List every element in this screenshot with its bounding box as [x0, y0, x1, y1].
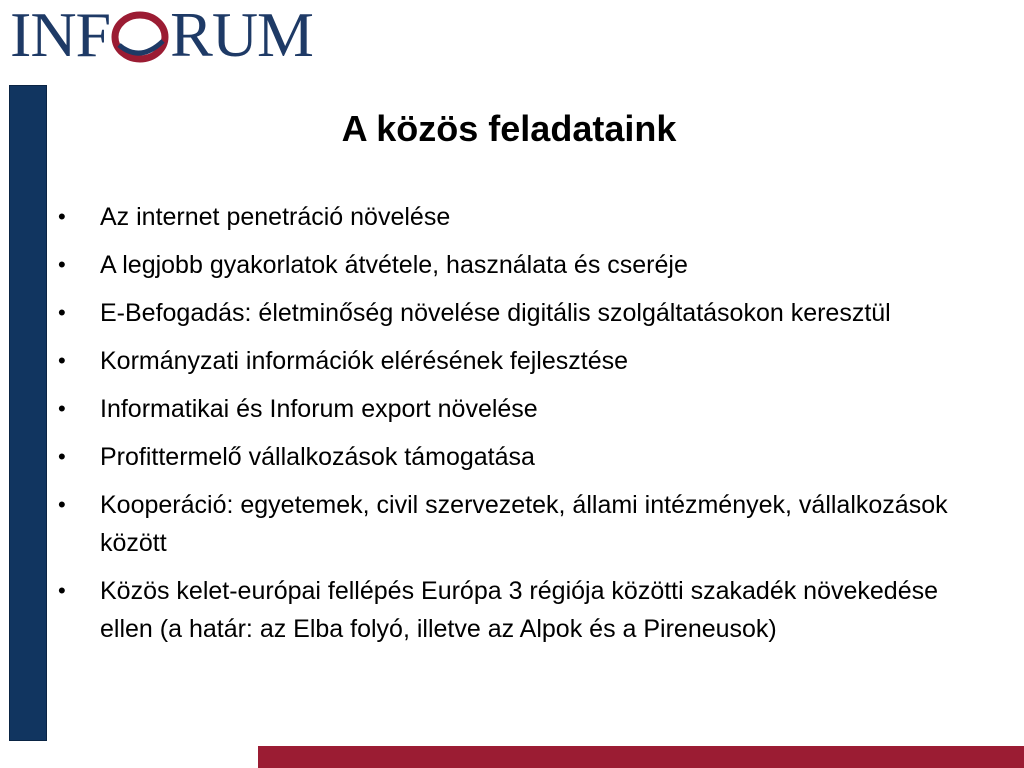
bullet-dot-icon: •	[58, 444, 66, 469]
bullet-dot-icon: •	[58, 578, 66, 603]
bullet-dot-icon: •	[58, 204, 66, 229]
bullet-item: • Közös kelet-európai fellépés Európa 3 régiója közötti szakadék növekedése ellen (a határ: az Elba folyó, illetve az Alpok és a Pireneusok)	[58, 572, 958, 648]
slide-title: A közös feladataink	[341, 108, 677, 149]
bullet-item: • E-Befogadás: életminőség növelése digitális szolgáltatásokon keresztül	[58, 294, 958, 332]
logo-text-left: INF	[10, 0, 111, 70]
bullet-item: • A legjobb gyakorlatok átvétele, használata és cseréje	[58, 246, 958, 284]
bullet-dot-icon: •	[58, 348, 66, 373]
bullet-item: • Az internet penetráció növelése	[58, 198, 958, 236]
bottom-accent-bar	[258, 746, 1024, 768]
left-accent-bar	[9, 85, 47, 741]
bullet-item: • Kooperáció: egyetemek, civil szervezetek, állami intézmények, vállalkozások között	[58, 486, 958, 562]
bullet-item: • Profittermelő vállalkozások támogatása	[58, 438, 958, 476]
bullet-dot-icon: •	[58, 252, 66, 277]
logo-text-right: RUM	[170, 0, 313, 70]
bullet-dot-icon: •	[58, 492, 66, 517]
bullet-item: • Informatikai és Inforum export növelése	[58, 390, 958, 428]
inforum-logo	[10, 2, 313, 68]
bullet-item: • Kormányzati információk elérésének fejlesztése	[58, 342, 958, 380]
bullet-dot-icon: •	[58, 300, 66, 325]
bullet-list	[58, 198, 958, 658]
logo-ring-icon	[111, 7, 169, 63]
bullet-dot-icon: •	[58, 396, 66, 421]
